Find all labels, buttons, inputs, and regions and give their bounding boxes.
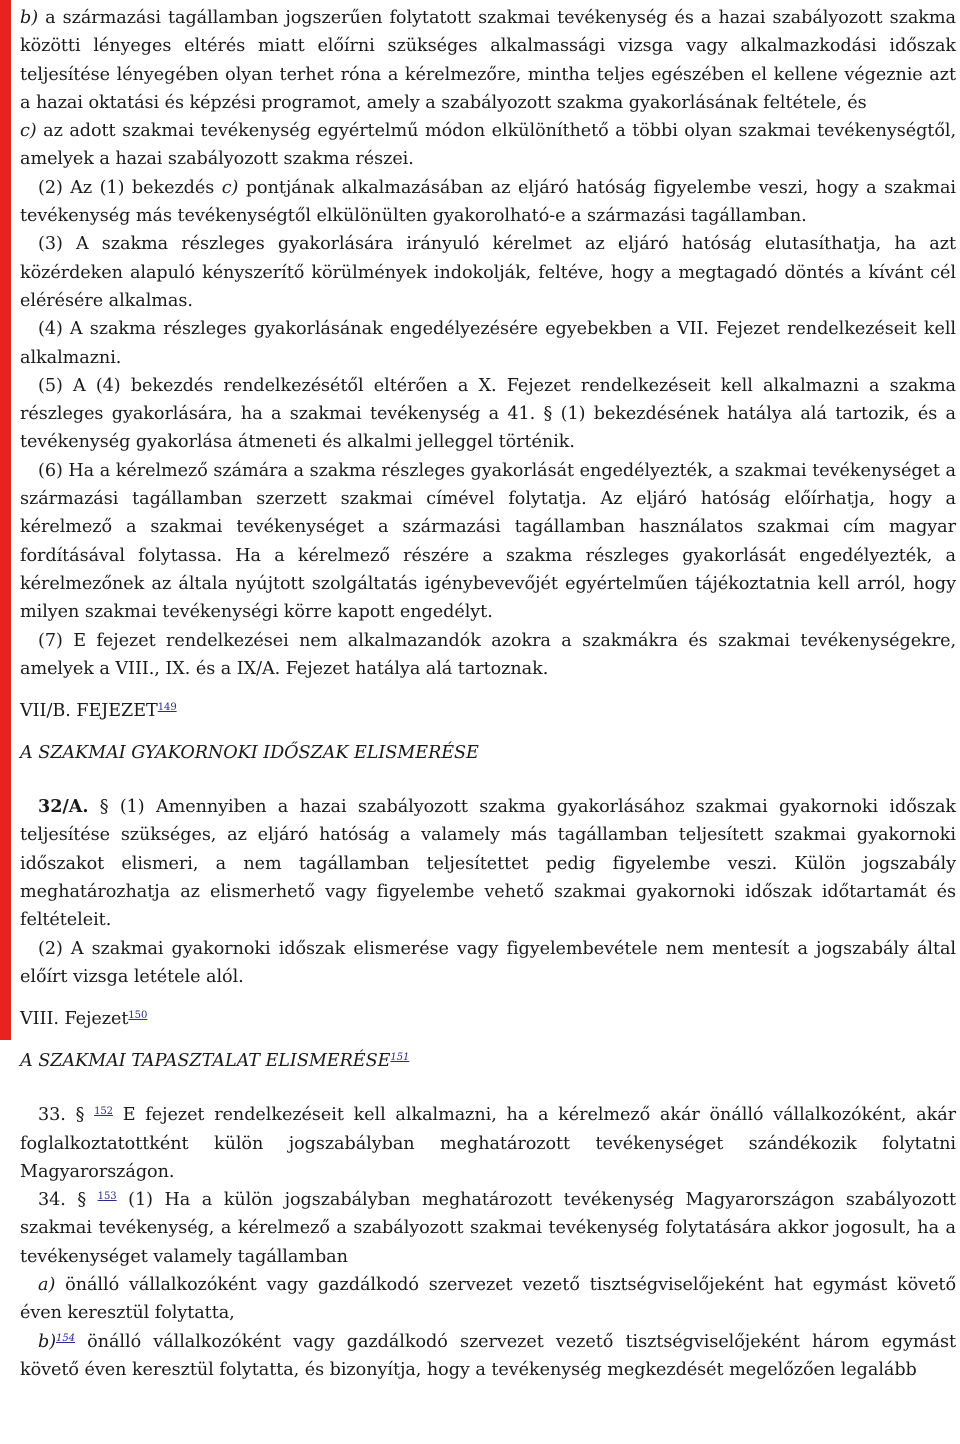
footnote-link[interactable]: 150 bbox=[128, 1010, 148, 1022]
paragraph-2 bbox=[20, 174, 956, 231]
paragraph-text: § (1) Amennyiben a hazai szabályozott szakma gyakorlásához szakmai gyakornoki időszak teljesítése szükséges, az eljáró hatóság a valamely más tagállamban teljesített szakmai gyakornoki időszakot elismeri, a nem tagállamban teljesítettet pedig figyelembe veszi. Külön jogszabály meghatározhatja az elismerhető vagy figyelembe vehető szakmai gyakornoki időszak időtartamát és feltételeit. bbox=[20, 797, 956, 931]
chapter-number: VII/B. FEJEZET bbox=[20, 701, 158, 722]
section-number: 33. § bbox=[38, 1105, 95, 1126]
footnote-link[interactable]: 153 bbox=[97, 1191, 117, 1203]
section-34 bbox=[20, 1186, 956, 1271]
paragraph-6: (6) Ha a kérelmező számára a szakma részleges gyakorlását engedélyezték, a szakmai tevékenységet a származási tagállamban szerzett szakmai címével folytatja. Az eljáró hatóság előírhatja, hogy a kérelmező a szakmai tevékenységet a származási tagállamban használatos szakmai cím magyar fordításával folytassa. Ha a kérelmező részére a szakma részleges gyakorlását engedélyezték, a kérelmezőnek az általa nyújtott szolgáltatás igénybevevőjét egyértelműen tájékoztatnia kell arról, hogy milyen szakmai tevékenységi körre kapott engedélyt. bbox=[20, 460, 956, 623]
paragraph-c bbox=[20, 117, 956, 174]
paragraph-text: önálló vállalkozóként vagy gazdálkodó szervezet vezető tisztségviselőjeként hat egymást követő éven keresztül folytatta, bbox=[20, 1274, 956, 1324]
section-number: 34. § bbox=[38, 1190, 98, 1211]
section-32a-2: (2) A szakmai gyakornoki időszak elismerése vagy figyelembevétele nem mentesít a jogszabály által előírt vizsga letétele alól. bbox=[20, 938, 956, 987]
section-32a bbox=[20, 793, 956, 934]
footnote-link[interactable]: 152 bbox=[94, 1106, 113, 1118]
paragraph-5: (5) A (4) bekezdés rendelkezésétől eltérően a X. Fejezet rendelkezéseit kell alkalmazni a szakma részleges gyakorlására, ha a szakmai tevékenység a 41. § (1) bekezdésének hatálya alá tartozik, és a tevékenység gyakorlása átmeneti és alkalmi jelleggel történik. bbox=[20, 375, 956, 453]
paragraph-b bbox=[20, 4, 956, 117]
point-label: a) bbox=[38, 1274, 56, 1295]
point-b bbox=[20, 1328, 956, 1385]
chapter-title bbox=[20, 1047, 956, 1075]
paragraph-text: (2) Az (1) bekezdés bbox=[38, 177, 222, 198]
section-33 bbox=[20, 1101, 956, 1186]
paragraph-text: az adott szakmai tevékenység egyértelmű módon elkülöníthető a többi olyan szakmai tevékenységtől, amelyek a hazai szabályozott szakma részei. bbox=[20, 121, 956, 170]
point-label: c) bbox=[20, 121, 37, 142]
chapter-title-text: A SZAKMAI TAPASZTALAT ELISMERÉSE bbox=[20, 1051, 391, 1072]
point-label: b) bbox=[20, 8, 39, 28]
margin-change-bar bbox=[0, 0, 11, 1040]
paragraph-text: (1) Ha a külön jogszabályban meghatározott tevékenység Magyarországon szabályozott szakmai tevékenység, a kérelmező a szabályozott szakmai tevékenység folytatására akkor jogosult, ha a tevékenységet valamely tagállamban bbox=[20, 1190, 956, 1267]
chapter-title: A SZAKMAI GYAKORNOKI IDŐSZAK ELISMERÉSE bbox=[20, 743, 479, 764]
paragraph-text: a származási tagállamban jogszerűen folytatott szakmai tevékenység és a hazai szabályozott szakma közötti lényeges eltérés miatt előírni szükséges alkalmassági vizsga vagy alkalmazkodási időszak teljesítése lényegében olyan terhet róna a kérelmezőre, mintha teljes egészében el kellene végeznie azt a hazai oktatási és képzési programot, amely a szabályozott szakma gyakorlásának feltétele, és bbox=[20, 8, 956, 113]
point-label: c) bbox=[221, 177, 239, 198]
paragraph-7: (7) E fejezet rendelkezései nem alkalmazandók azokra a szakmákra és szakmai tevékenységekre, amelyek a VIII., IX. és a IX/A. Fejezet hatálya alá tartoznak. bbox=[20, 630, 956, 679]
chapter-heading bbox=[20, 697, 956, 725]
footnote-link[interactable]: 149 bbox=[157, 702, 177, 714]
point-label: b) bbox=[38, 1331, 57, 1352]
footnote-link[interactable]: 151 bbox=[390, 1052, 410, 1064]
footnote-link[interactable]: 154 bbox=[56, 1332, 75, 1344]
section-number: 32/A. bbox=[38, 796, 89, 818]
chapter-heading bbox=[20, 1005, 956, 1033]
paragraph-text: E fejezet rendelkezéseit kell alkalmazni, ha a kérelmező akár önálló vállalkozóként, akár foglalkoztatottként külön jogszabályban meghatározott tevékenységet szándékozik folytatni Magyarországon. bbox=[20, 1105, 957, 1182]
document-page bbox=[20, 0, 956, 1384]
paragraph-4: (4) A szakma részleges gyakorlásának engedélyezésére egyebekben a VII. Fejezet rendelkezéseit kell alkalmazni. bbox=[20, 319, 956, 368]
point-a bbox=[20, 1271, 956, 1328]
paragraph-text: pontjának alkalmazásában az eljáró hatóság figyelembe veszi, hogy a szakmai tevékenység más tevékenységtől elkülönülten gyakorolható-e a származási tagállamban. bbox=[20, 177, 956, 227]
chapter-number: VIII. Fejezet bbox=[20, 1009, 129, 1030]
paragraph-3: (3) A szakma részleges gyakorlására irányuló kérelmet az eljáró hatóság elutasíthatja, ha azt közérdeken alapuló kényszerítő körülmények indokolják, feltéve, hogy a megtagadó döntés a kívánt cél elérésére alkalmas. bbox=[20, 234, 956, 311]
paragraph-text: önálló vállalkozóként vagy gazdálkodó szervezet vezető tisztségviselőjeként három egymást követő éven keresztül folytatta, és bizonyítja, hogy a tevékenység megkezdését megelőzően legalább bbox=[20, 1331, 956, 1380]
